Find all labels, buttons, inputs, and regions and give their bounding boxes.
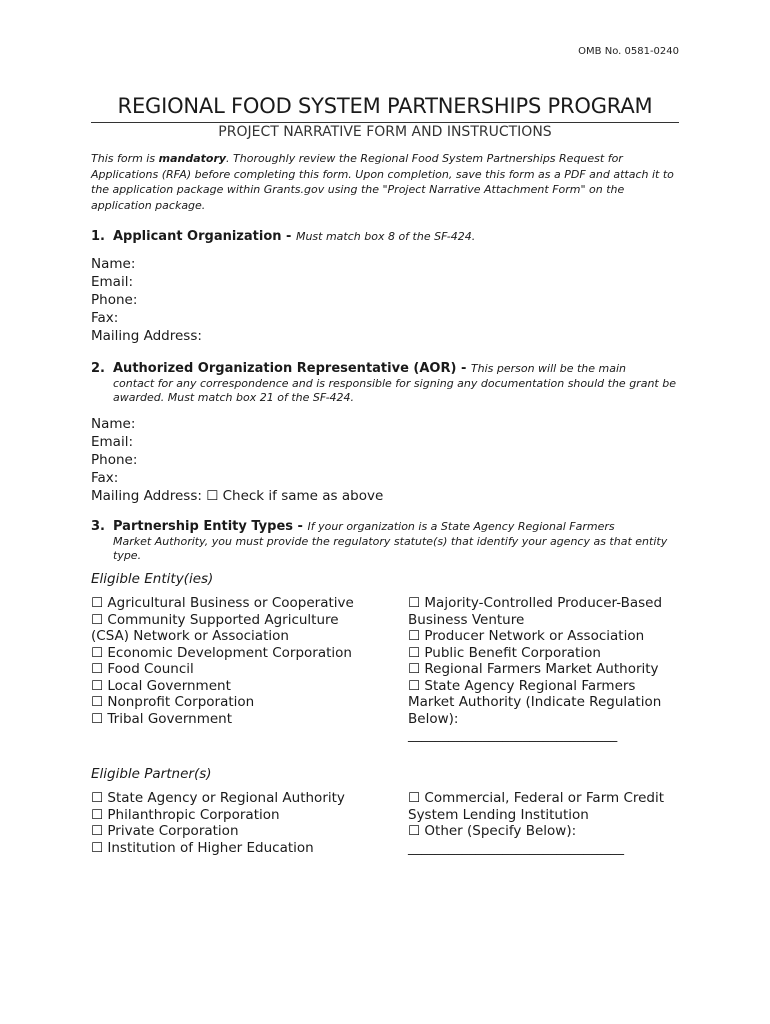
section3-note: If your organization is a State Agency Regional Farmers <box>307 520 615 533</box>
aor-name-field[interactable]: Name: <box>91 416 136 432</box>
aor-email-field[interactable]: Email: <box>91 434 134 450</box>
applicant-mailing-address-field[interactable]: Mailing Address: <box>91 328 202 344</box>
page-title: REGIONAL FOOD SYSTEM PARTNERSHIPS PROGRAM <box>91 92 679 123</box>
intro-bold: mandatory <box>158 152 227 165</box>
entity-checkbox-nonprofit[interactable]: ☐ Nonprofit Corporation <box>91 694 255 710</box>
partners-right-column <box>408 790 708 856</box>
section-aor <box>91 361 691 505</box>
entity-state-agency-below: Below): <box>408 710 459 727</box>
page-subtitle: PROJECT NARRATIVE FORM AND INSTRUCTIONS <box>218 124 552 140</box>
applicant-email-field[interactable]: Email: <box>91 274 134 290</box>
section2-heading <box>91 361 691 377</box>
section3-note-continued: Market Authority, you must provide the regulatory statute(s) that identify your agency as that entity type. <box>113 535 668 562</box>
section2-fields <box>91 415 691 505</box>
section2-number: 2. <box>91 361 105 376</box>
section3-number: 3. <box>91 519 105 534</box>
partner-lending-continued: System Lending Institution <box>408 806 589 823</box>
applicant-name-field[interactable]: Name: <box>91 256 136 272</box>
partner-checkbox-philanthropic[interactable]: ☐ Philanthropic Corporation <box>91 806 280 823</box>
aor-phone-field[interactable]: Phone: <box>91 452 138 468</box>
partner-checkbox-lending[interactable]: ☐ Commercial, Federal or Farm Credit <box>408 790 665 806</box>
entity-checkbox-csa[interactable]: ☐ Community Supported Agriculture <box>91 611 339 628</box>
entity-checkbox-tribal-gov[interactable]: ☐ Tribal Government <box>91 710 233 727</box>
section1-fields <box>91 255 691 345</box>
intro-prefix: This form is <box>91 152 159 165</box>
entities-left-column <box>91 595 391 727</box>
entity-checkbox-local-gov[interactable]: ☐ Local Government <box>91 677 231 694</box>
section2-note: This person will be the main <box>470 362 626 375</box>
entity-checkbox-public-benefit[interactable]: ☐ Public Benefit Corporation <box>408 644 601 661</box>
applicant-phone-field[interactable]: Phone: <box>91 292 138 308</box>
regulation-blank-line[interactable]: _______________________________ <box>408 727 618 743</box>
entity-checkbox-producer-venture[interactable]: ☐ Majority-Controlled Producer-Based <box>408 595 663 611</box>
intro-rest: . Thoroughly review the Regional Food System Partnerships Request for Applications (RFA) before completing this form. Upon completion, save this form as a PDF and attach it to the application package within Grants.gov using the "Project Narrative Attachment Form" on the application package. <box>91 152 674 212</box>
omb-number: OMB No. 0581-0240 <box>578 46 679 57</box>
entity-state-agency-continued: Market Authority (Indicate Regulation <box>408 694 662 710</box>
section2-title: Authorized Organization Representative (AOR) - <box>113 361 471 376</box>
eligible-partners-heading: Eligible Partner(s) <box>91 766 212 782</box>
eligible-entities-heading: Eligible Entity(ies) <box>91 571 214 587</box>
entity-checkbox-state-agency[interactable]: ☐ State Agency Regional Farmers <box>408 677 636 694</box>
section3-title: Partnership Entity Types - <box>113 519 308 534</box>
section1-note: Must match box 8 of the SF-424. <box>295 230 476 243</box>
partner-checkbox-private-corp[interactable]: ☐ Private Corporation <box>91 823 239 839</box>
partner-checkbox-higher-ed[interactable]: ☐ Institution of Higher Education <box>91 839 314 856</box>
section1-title: Applicant Organization - <box>113 229 296 244</box>
partners-left-column <box>91 790 391 856</box>
intro-paragraph <box>91 151 686 213</box>
entity-checkbox-regional-farmers-market[interactable]: ☐ Regional Farmers Market Authority <box>408 661 659 677</box>
partner-checkbox-state-agency[interactable]: ☐ State Agency or Regional Authority <box>91 790 345 806</box>
entity-checkbox-ag-business[interactable]: ☐ Agricultural Business or Cooperative <box>91 595 354 611</box>
section-entity-types <box>91 519 691 563</box>
entity-csa-continued: (CSA) Network or Association <box>91 628 289 644</box>
section-applicant-organization <box>91 229 691 345</box>
section3-heading <box>91 519 691 535</box>
entity-checkbox-producer-network[interactable]: ☐ Producer Network or Association <box>408 628 645 644</box>
entity-producer-venture-continued: Business Venture <box>408 611 525 628</box>
entity-checkbox-econ-dev[interactable]: ☐ Economic Development Corporation <box>91 644 352 661</box>
section1-heading <box>91 229 691 245</box>
section1-number: 1. <box>91 229 105 244</box>
entity-checkbox-food-council[interactable]: ☐ Food Council <box>91 661 194 677</box>
aor-mailing-address-checkbox[interactable]: Mailing Address: ☐ Check if same as above <box>91 488 384 504</box>
other-blank-line[interactable]: ________________________________ <box>408 839 624 856</box>
partner-checkbox-other[interactable]: ☐ Other (Specify Below): <box>408 823 577 839</box>
applicant-fax-field[interactable]: Fax: <box>91 310 119 326</box>
section2-note-continued: contact for any correspondence and is responsible for signing any documentation should the grant be awarded. Must match box 21 of the SF-424. <box>113 377 676 404</box>
entities-right-column <box>408 595 708 744</box>
aor-fax-field[interactable]: Fax: <box>91 470 119 486</box>
